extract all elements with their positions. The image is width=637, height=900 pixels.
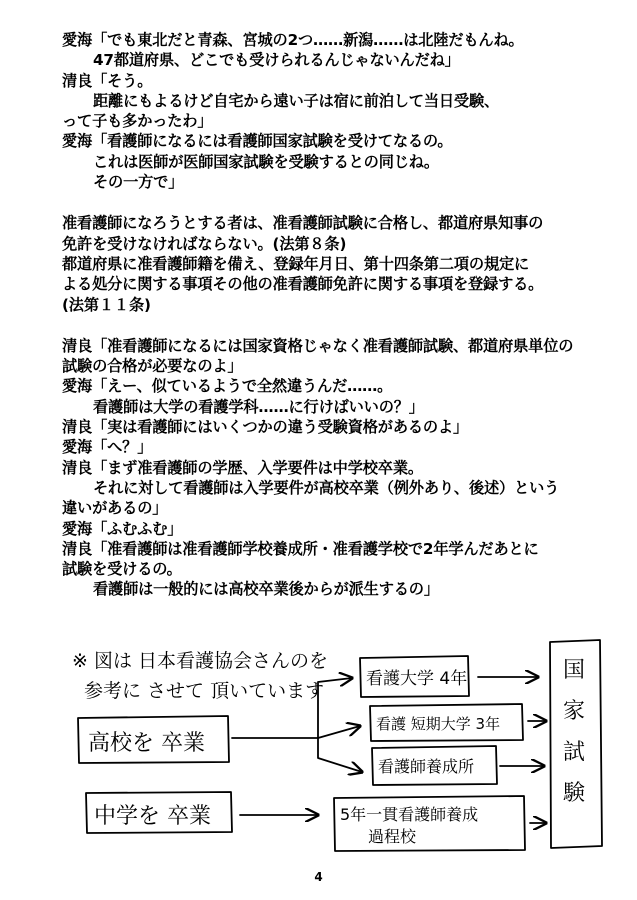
university-label: 看護大学 4年 [366,669,468,689]
text-line: 清良「そう。 [62,71,153,90]
text-line: 試験を受けるの。 [62,560,182,579]
text-line: 愛海「でも東北だと青森、宮城の2つ……新潟……は北陸だもんね。 [62,31,524,49]
text-line: 愛海「看護師になるには看護師国家試験を受けてなるの。 [62,132,453,151]
text-line: その一方で」 [93,173,184,192]
page-number: 4 [314,870,323,884]
junior-high-label: 中学を 卒業 [94,804,211,829]
text-line: 都道府県に准看護師籍を備え、登録年月日、第十四条第二項の規定に [62,254,530,273]
high-school-label: 高校を 卒業 [88,731,205,756]
exam-char-3: 試 [563,740,586,765]
text-line: 清良「まず准看護師の学歴、入学要件は中学校卒業。 [62,458,423,477]
diagram-note-line1: ※ 図は 日本看護協会さんのを [72,650,328,672]
junior-college-label: 看護 短期大学 3年 [376,715,501,733]
text-line: 距離にもよるけど自宅から遠い子は宿に前泊して当日受験、 [93,91,500,110]
text-line: よる処分に関する事項その他の准看護師免許に関する事項を登録する。 [62,275,544,294]
text-line: 試験の合格が必要なのよ」 [62,357,243,376]
exam-char-4: 験 [563,781,586,806]
text-line: 愛海「へ？」 [62,438,153,457]
text-line: それに対して看護師は入学要件が高校卒業（例外あり、後述）という [93,478,560,497]
text-line: 看護師は一般的には高校卒業後からが派生するの」 [93,580,439,599]
text-line: 清良「准看護師は准看護師学校養成所・准看護学校で2年学んだあとに [62,539,539,558]
text-line: 清良「実は看護師にはいくつかの違う受験資格があるのよ」 [62,418,469,437]
diagram-note-line2: 参考に させて 頂いています [84,680,325,702]
arrow-to-nursing-school [318,738,362,772]
text-line: 47都道府県、どこでも受けられるんじゃないんだね」 [93,51,460,70]
text-line: 免許を受けなければならない。(法第８条) [62,234,347,253]
text-line: 清良「准看護師になるには国家資格じゃなく准看護師試験、都道府県単位の [62,336,574,355]
five-year-label-line2: 過程校 [368,827,417,846]
text-line: (法第１１条) [62,295,151,314]
text-line: 准看護師になろうとする者は、准看護師試験に合格し、都道府県知事の [62,214,544,233]
text-line: 違いがあるの」 [62,499,168,518]
text-line: 愛海「えー、似ているようで全然違うんだ……。 [62,377,393,396]
exam-char-2: 家 [563,699,586,724]
text-line: これは医師が医師国家試験を受験するとの同じね。 [93,152,439,171]
text-line: って子も多かったわ」 [62,112,213,131]
exam-char-1: 国 [563,658,586,683]
text-line: 愛海「ふむふむ」 [62,519,183,538]
text-line: 看護師は大学の看護学科……に行けばいいの？」 [93,397,424,416]
nursing-school-label: 看護師養成所 [378,757,475,776]
five-year-label-line1: 5年一貫看護師養成 [340,805,479,824]
arrow-to-junior-college [318,726,360,738]
